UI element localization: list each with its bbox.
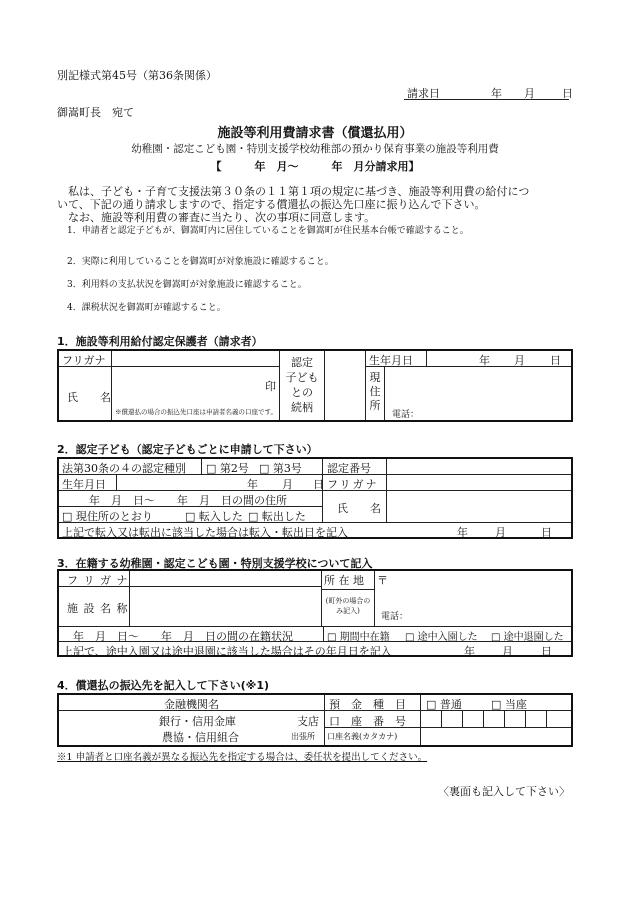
cert-no-field[interactable] bbox=[389, 460, 569, 473]
toza-checkbox[interactable]: □ 当座 bbox=[491, 696, 527, 712]
child-furigana-field[interactable] bbox=[389, 476, 569, 489]
back-side-note: 〈裏面も記入して下さい〉 bbox=[438, 785, 570, 798]
move-year: 年 bbox=[457, 526, 468, 539]
section2-heading: 2．認定子ども（認定子どもごとに申請して下さい） bbox=[57, 443, 318, 456]
enroll-month: 月 bbox=[502, 645, 513, 658]
consent-item: 1．申請者と認定子どもが、御嵩町内に居住していることを御嵩町が住民基本台帳で確認すること。 bbox=[67, 226, 469, 236]
birth-day-label: 日 bbox=[550, 354, 561, 367]
status-full-checkbox[interactable]: □ 期間中在籍 bbox=[327, 628, 390, 643]
name-note: ※償還払の場合の振込先口座は申請者名義の口座です。 bbox=[115, 408, 277, 416]
relation-field[interactable] bbox=[326, 352, 364, 418]
facility-name-field[interactable] bbox=[131, 588, 319, 624]
intro-line-3: なお、施設等利用費の審査に当たり、次の事項に同意します。 bbox=[57, 211, 376, 224]
account-no-field[interactable] bbox=[422, 712, 569, 726]
section3-table bbox=[57, 569, 573, 657]
status-in-checkbox[interactable]: □ 途中入園した bbox=[405, 628, 478, 643]
type3-checkbox[interactable]: □ 第3号 bbox=[259, 460, 302, 476]
account-no-label: 口 座 番 号 bbox=[329, 715, 406, 728]
move-month: 月 bbox=[495, 526, 506, 539]
enroll-note: 上記で、途中入園又は途中退園に該当した場合はその年月日を記入 bbox=[62, 645, 392, 658]
move-day: 日 bbox=[541, 526, 552, 539]
phone-label: 電話： bbox=[392, 410, 420, 420]
intro-line-1: 私は、子ども・子育て支援法第３０条の１１第１項の規定に基づき、施設等利用費の給付につ bbox=[57, 185, 530, 198]
enroll-day: 日 bbox=[541, 645, 552, 658]
section4-heading: 4．償還払の振込先を記入して下さい(※1) bbox=[57, 679, 270, 692]
move-note: 上記で転入又は転出に該当した場合は転入・転出日を記入 bbox=[62, 526, 348, 539]
addressee: 御嵩町長 宛て bbox=[57, 106, 134, 119]
section3-heading: 3．在籍する幼稚園・認定こども園・特別支援学校について記入 bbox=[57, 557, 373, 570]
seal-mark: 印 bbox=[265, 380, 276, 393]
branch-office-label: 出張所 bbox=[291, 732, 315, 741]
child-birth-label: 生年月日 bbox=[62, 478, 106, 491]
facility-phone-label: 電話： bbox=[381, 612, 409, 622]
furigana-field[interactable] bbox=[113, 352, 277, 365]
child-birth-month: 月 bbox=[282, 478, 293, 491]
child-furigana-label: フリガナ bbox=[327, 478, 379, 491]
name-label: 氏 名 bbox=[67, 391, 111, 404]
cert-type-label: 法第30条の４の認定種別 bbox=[62, 462, 186, 475]
facility-furigana-label: フ リ ガ ナ bbox=[67, 574, 129, 587]
consent-item: 3．利用料の支払状況を御嵩町が対象施設に確認すること。 bbox=[67, 280, 307, 290]
child-birth-day: 日 bbox=[313, 478, 324, 491]
child-name-field[interactable] bbox=[389, 492, 569, 521]
birth-label: 生年月日 bbox=[369, 354, 413, 367]
account-type-label: 預 金 種 目 bbox=[329, 698, 406, 711]
postal-mark: 〒 bbox=[377, 574, 388, 587]
request-year-label: 年 bbox=[491, 87, 502, 100]
moved-in-checkbox[interactable]: □ 転入した bbox=[185, 508, 243, 524]
account-holder-field[interactable] bbox=[422, 729, 569, 743]
form-number: 別記様式第45号（第36条関係） bbox=[57, 69, 217, 82]
child-birth-year: 年 bbox=[247, 478, 258, 491]
facility-name-label: 施 設 名 称 bbox=[67, 602, 129, 615]
branch-label: 支店 bbox=[297, 715, 319, 728]
child-name-label: 氏 名 bbox=[337, 502, 381, 515]
coop-type-label: 農協・信用組合 bbox=[162, 731, 239, 744]
type2-checkbox[interactable]: □ 第2号 bbox=[206, 460, 249, 476]
request-month-label: 月 bbox=[524, 87, 535, 100]
intro-line-2: いて、下記の通り請求しますので、指定する償還払の振込先口座に振り込んで下さい。 bbox=[57, 198, 486, 211]
request-period: 【 年 月～ 年 月分請求用】 bbox=[210, 160, 420, 173]
facility-furigana-field[interactable] bbox=[131, 572, 319, 585]
request-day-label: 日 bbox=[562, 87, 573, 100]
page-subtitle: 幼稚園・認定こども園・特別支援学校幼稚部の預かり保育事業の施設等利用費 bbox=[131, 143, 499, 155]
footnote: ※1 申請者と口座名義が異なる振込先を指定する場合は、委任状を提出してください。 bbox=[57, 752, 428, 763]
section2-table bbox=[57, 457, 573, 539]
section1-heading: 1．施設等利用給付認定保護者（請求者） bbox=[57, 335, 263, 348]
account-holder-label: 口座名義(カタカナ) bbox=[327, 732, 398, 741]
address-label: 現 住 所 bbox=[369, 371, 381, 412]
moved-out-checkbox[interactable]: □ 転出した bbox=[248, 508, 306, 524]
section4-table bbox=[57, 693, 573, 747]
cert-no-label: 認定番号 bbox=[327, 462, 371, 475]
bank-name-header: 金融機関名 bbox=[164, 698, 219, 711]
relation-label: 認定 子ども との 続柄 bbox=[285, 356, 319, 414]
enroll-period-label: 年 月 日～ 年 月 日の間の在籍状況 bbox=[73, 630, 293, 643]
consent-item: 2．実際に利用していることを御嵩町が対象施設に確認すること。 bbox=[67, 257, 334, 267]
bank-type-label: 銀行・信用金庫 bbox=[159, 715, 236, 728]
address-period-label: 年 月 日～ 年 月 日の間の住所 bbox=[89, 494, 287, 507]
status-out-checkbox[interactable]: □ 途中退園した bbox=[491, 628, 564, 643]
facility-address-field[interactable] bbox=[389, 572, 569, 624]
outside-town-note: (町外の場合の み記入) bbox=[325, 597, 371, 615]
birth-month-label: 月 bbox=[514, 354, 525, 367]
current-address-checkbox[interactable]: □ 現住所のとおり bbox=[62, 508, 153, 524]
section1-table bbox=[57, 349, 573, 422]
request-date-label: 請求日 bbox=[407, 87, 440, 100]
location-label: 所 在 地 bbox=[324, 574, 364, 587]
consent-item: 4．課税状況を御嵩町が確認すること。 bbox=[67, 303, 226, 313]
futsu-checkbox[interactable]: □ 普通 bbox=[426, 696, 462, 712]
furigana-label: フリガナ bbox=[62, 354, 106, 367]
birth-year-label: 年 bbox=[479, 354, 490, 367]
page-title: 施設等利用費請求書（償還払用） bbox=[217, 126, 413, 141]
enroll-year: 年 bbox=[464, 645, 475, 658]
